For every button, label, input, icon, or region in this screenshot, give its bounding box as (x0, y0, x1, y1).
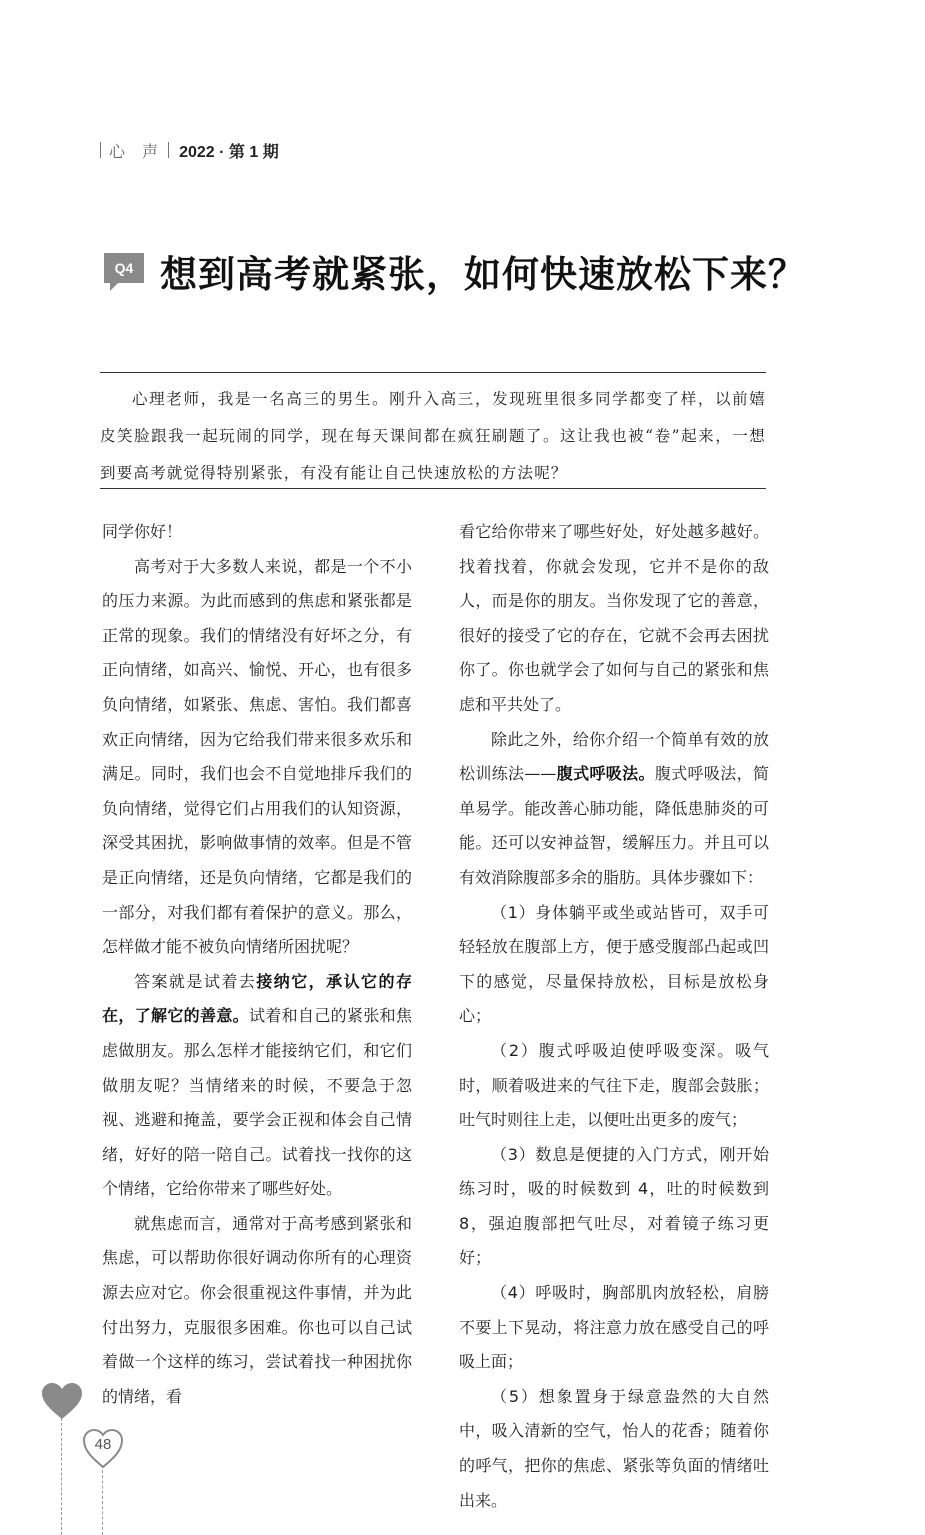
dashed-line-right (102, 1465, 103, 1535)
step-4: （4）呼吸时，胸部肌肉放轻松，肩膀不要上下晃动，将注意力放在感受自己的呼吸上面； (459, 1283, 769, 1372)
paragraph: 高考对于大多数人来说，都是一个不小的压力来源。为此而感到的焦虑和紧张都是正常的现象。我们的情绪没有好坏之分，有正向情绪，如高兴、愉悦、开心，也有很多负向情绪，如紧张、焦虑、害怕。我们都喜欢正向情绪，因为它给我们带来很多欢乐和满足。同时，我们也会不自觉地排斥我们的负向情绪，觉得它们占用我们的认知资源，深受其困扰，影响做事情的效率。但是不管是正向情绪，还是负向情绪，它都是我们的一部分，对我们都有着保护的意义。那么，怎样做才能不被负向情绪所困扰呢？ (102, 556, 412, 957)
issue-label: 2022 · 第 1 期 (179, 143, 279, 161)
greeting: 同学你好！ (102, 522, 183, 541)
question-badge: Q4 (104, 253, 144, 283)
heart-icon (42, 1383, 82, 1421)
step-1: （1）身体躺平或坐或站皆可，双手可轻轻放在腹部上方，便于感受腹部凸起或凹下的感觉，尽量保持放松，目标是放松身心； (459, 902, 769, 1026)
article-title: 想到高考就紧张，如何快速放松下来？ (160, 253, 806, 296)
page-number: 48 (94, 1436, 112, 1453)
dashed-line-left (61, 1418, 62, 1535)
emphasis-text: 接纳它，承认它的存在，了解它的善意。 (102, 971, 412, 1026)
header-bar-left (100, 142, 101, 158)
step-5: （5）想象置身于绿意盎然的大自然中，吸入清新的空气，怡人的花香；随着你的呼气，把你的焦虑、紧张等负面的情绪吐出来。 (459, 1386, 769, 1510)
section-name: 心 声 (109, 141, 165, 161)
reader-question-text: 心理老师，我是一名高三的男生。刚升入高三，发现班里很多同学都变了样，以前嬉皮笑脸跟我一起玩闹的同学，现在每天课间都在疯狂刷题了。这让我也被“卷”起来，一想到要高考就觉得特别紧张，有没有能让自己快速放松的方法呢？ (100, 390, 766, 482)
reader-question-box (100, 372, 766, 489)
left-column (102, 515, 412, 1414)
emphasis-text: 腹式呼吸法。 (556, 764, 655, 784)
paragraph: 就焦虑而言，通常对于高考感到紧张和焦虑，可以帮助你很好调动你所有的心理资源去应对它。你会很重视这件事情，并为此付出努力，克服很多困难。你也可以自己试着做一个这样的练习，尝试着找一种困扰你的情绪，看 (102, 1213, 412, 1406)
right-column (459, 515, 769, 1518)
step-2: （2）腹式呼吸迫使呼吸变深。吸气时，顺着吸进来的气往下走，腹部会鼓胀；吐气时则往上走，以便吐出更多的废气； (459, 1040, 769, 1130)
paragraph: 除此之外，给你介绍一个简单有效的放松训练法——腹式呼吸法。腹式呼吸法，简单易学。能改善心肺功能，降低患肺炎的可能。还可以安神益智，缓解压力。并且可以有效消除腹部多余的脂肪。具体步骤如下： (459, 729, 769, 887)
header-bar-right (168, 142, 169, 158)
paragraph: 答案就是试着去接纳它，承认它的存在，了解它的善意。试着和自己的紧张和焦虑做朋友。那么怎样才能接纳它们，和它们做朋友呢？当情绪来的时候，不要急于忽视、逃避和掩盖，要学会正视和体会自己情绪，好好的陪一陪自己。试着找一找你的这个情绪，它给你带来了哪些好处。 (102, 971, 412, 1199)
running-header (100, 138, 279, 162)
step-3: （3）数息是便捷的入门方式，刚开始练习时，吸的时候数到 4，吐的时候数到 8，强迫腹部把气吐尽，对着镜子练习更好； (459, 1144, 769, 1268)
paragraph: 看它给你带来了哪些好处，好处越多越好。找着找着，你就会发现，它并不是你的敌人，而是你的朋友。当你发现了它的善意，很好的接受了它的存在，它就不会再去困扰你了。你也就学会了如何与自己的紧张和焦虑和平共处了。 (459, 522, 769, 714)
